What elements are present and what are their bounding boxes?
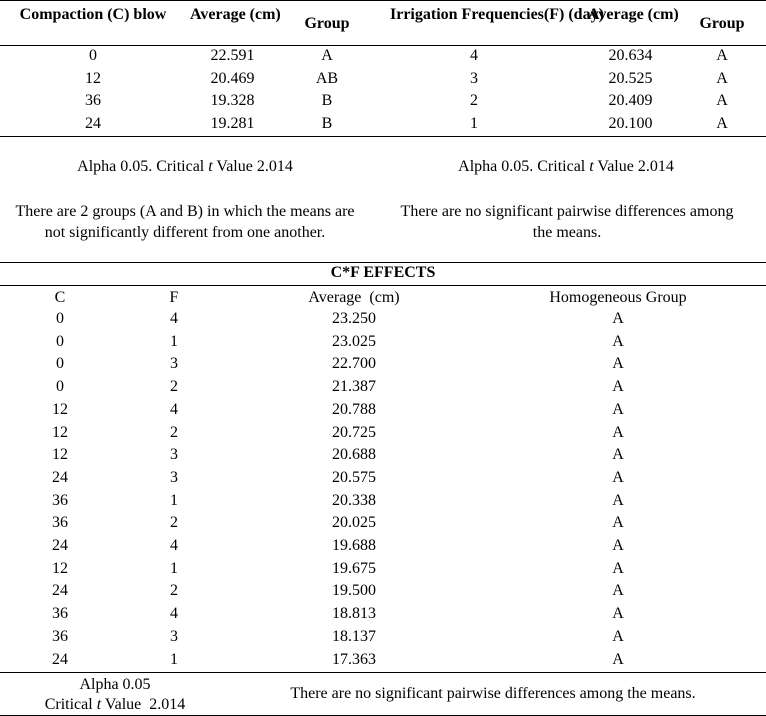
cf-c-value: 36 [52, 605, 68, 623]
cf-f-value: 4 [170, 310, 178, 327]
cf-c-value: 24 [52, 650, 68, 668]
cf-header-average: Average (cm) [308, 289, 400, 306]
cf-f-value: 1 [170, 491, 178, 509]
cf-table-row [0, 558, 766, 581]
cf-average: 20.725 [332, 423, 376, 441]
cf-group: A [612, 514, 624, 532]
irrigation-average: 20.409 [608, 92, 653, 110]
cf-c-value: 12 [52, 423, 68, 441]
cf-average: 18.813 [332, 605, 376, 623]
rule-top [0, 0, 766, 1]
compaction-group: B [321, 115, 333, 133]
cf-group: A [612, 423, 624, 441]
compaction-group: B [321, 92, 333, 110]
cf-header-f: F [169, 289, 179, 306]
header-average-c: Average (cm) [190, 6, 281, 23]
cf-group: A [612, 355, 624, 373]
cf-average: 19.688 [332, 537, 376, 554]
cf-group: A [612, 446, 624, 464]
cf-table-row [0, 422, 766, 445]
cf-group: A [612, 468, 624, 486]
cf-c-value: 12 [52, 400, 68, 418]
cf-average: 20.338 [332, 491, 376, 509]
compaction-average: 19.328 [210, 92, 255, 110]
header-average-f: Average (cm) [588, 6, 679, 23]
compaction-average: 22.591 [210, 47, 255, 64]
cf-table-row [0, 467, 766, 490]
cf-table-row [0, 399, 766, 422]
top-table-row [0, 113, 766, 136]
cf-table-row [0, 490, 766, 513]
cf-header-c: C [54, 289, 66, 306]
header-group-f: Group [699, 15, 745, 32]
irrigation-value: 2 [470, 92, 478, 110]
cf-average: 20.688 [332, 446, 376, 464]
alpha-compaction: Alpha 0.05. Critical t Value 2.014 [77, 158, 293, 175]
cf-f-value: 3 [170, 468, 178, 486]
top-table-row [0, 90, 766, 113]
cf-c-value: 36 [52, 491, 68, 509]
irrigation-value: 4 [470, 47, 478, 64]
irrigation-average: 20.100 [608, 115, 653, 133]
cf-group: A [612, 559, 624, 577]
header-compaction: Compaction (C) blow [19, 6, 167, 23]
cf-c-value: 24 [52, 582, 68, 600]
cf-f-value: 3 [170, 446, 178, 464]
note-compaction: There are 2 groups (A and B) in which the means are not significantly different from one another. [15, 203, 355, 241]
rule-cf-table-bottom [0, 672, 766, 673]
cf-table-row [0, 376, 766, 399]
irrigation-value: 1 [470, 115, 478, 133]
cf-group: A [612, 310, 624, 327]
top-table-row [0, 45, 766, 68]
compaction-value: 36 [85, 92, 101, 110]
compaction-value: 12 [85, 69, 101, 87]
cf-group: A [612, 332, 624, 350]
cf-group: A [612, 537, 624, 554]
cf-table-row [0, 626, 766, 649]
cf-note: There are no significant pairwise differences among the means. [290, 685, 696, 702]
cf-f-value: 2 [170, 423, 178, 441]
cf-f-value: 1 [170, 559, 178, 577]
compaction-group: AB [315, 69, 339, 87]
cf-average: 19.675 [332, 559, 376, 577]
compaction-average: 20.469 [210, 69, 255, 87]
cf-c-value: 36 [52, 514, 68, 532]
top-table-row [0, 68, 766, 91]
alpha-irrigation: Alpha 0.05. Critical t Value 2.014 [458, 158, 674, 175]
cf-f-value: 4 [170, 400, 178, 418]
cf-f-value: 4 [170, 537, 178, 554]
cf-f-value: 1 [170, 650, 178, 668]
cf-c-value: 0 [56, 332, 64, 350]
cf-header-group: Homogeneous Group [549, 289, 687, 306]
rule-cf-title-top [0, 262, 766, 263]
note-irrigation: There are no significant pairwise differences among the means. [400, 203, 734, 241]
rule-main-table-bottom [0, 136, 766, 137]
cf-average: 17.363 [332, 650, 376, 668]
cf-average: 18.137 [332, 627, 376, 645]
cf-f-value: 1 [170, 332, 178, 350]
cf-f-value: 3 [170, 355, 178, 373]
irrigation-group: A [716, 92, 728, 110]
cf-average: 21.387 [332, 378, 376, 396]
cf-average: 19.500 [332, 582, 376, 600]
cf-f-value: 2 [170, 378, 178, 396]
cf-table-row [0, 535, 766, 558]
cf-group: A [612, 400, 624, 418]
cf-table-row [0, 649, 766, 672]
cf-table-row [0, 444, 766, 467]
cf-c-value: 36 [52, 627, 68, 645]
irrigation-average: 20.634 [608, 47, 653, 64]
cf-f-value: 4 [170, 605, 178, 623]
irrigation-group: A [716, 115, 728, 133]
cf-average: 23.025 [332, 332, 376, 350]
rule-cf-title-bottom [0, 285, 766, 286]
cf-table-row [0, 603, 766, 626]
compaction-average: 19.281 [210, 115, 255, 133]
cf-c-value: 12 [52, 559, 68, 577]
cf-average: 22.700 [332, 355, 376, 373]
irrigation-group: A [716, 69, 728, 87]
cf-f-value: 2 [170, 582, 178, 600]
cf-alpha-line2: Critical t Value 2.014 [44, 696, 186, 713]
cf-c-value: 0 [56, 378, 64, 396]
cf-group: A [612, 582, 624, 600]
cf-alpha-line1: Alpha 0.05 [79, 676, 151, 693]
cf-c-value: 0 [56, 310, 64, 327]
cf-group: A [612, 605, 624, 623]
cf-table-row [0, 512, 766, 535]
cf-f-value: 2 [170, 514, 178, 532]
cf-f-value: 3 [170, 627, 178, 645]
cf-group: A [612, 627, 624, 645]
cf-c-value: 24 [52, 537, 68, 554]
cf-title: C*F EFFECTS [330, 264, 436, 281]
cf-group: A [612, 650, 624, 668]
cf-table-row [0, 353, 766, 376]
irrigation-average: 20.525 [608, 69, 653, 87]
header-irrigation: Irrigation Frequencies(F) (day) [390, 6, 604, 23]
cf-group: A [612, 378, 624, 396]
cf-c-value: 12 [52, 446, 68, 464]
irrigation-value: 3 [470, 69, 478, 87]
cf-table-row [0, 580, 766, 603]
cf-average: 20.788 [332, 400, 376, 418]
cf-group: A [612, 491, 624, 509]
cf-table-row [0, 331, 766, 354]
cf-c-value: 0 [56, 355, 64, 373]
cf-average: 23.250 [332, 310, 376, 327]
cf-average: 20.025 [332, 514, 376, 532]
compaction-value: 0 [89, 47, 97, 64]
irrigation-group: A [716, 47, 728, 64]
cf-average: 20.575 [332, 468, 376, 486]
header-group-c: Group [304, 15, 350, 32]
cf-table-row [0, 308, 766, 331]
compaction-group: A [321, 47, 333, 64]
compaction-value: 24 [85, 115, 101, 133]
cf-c-value: 24 [52, 468, 68, 486]
